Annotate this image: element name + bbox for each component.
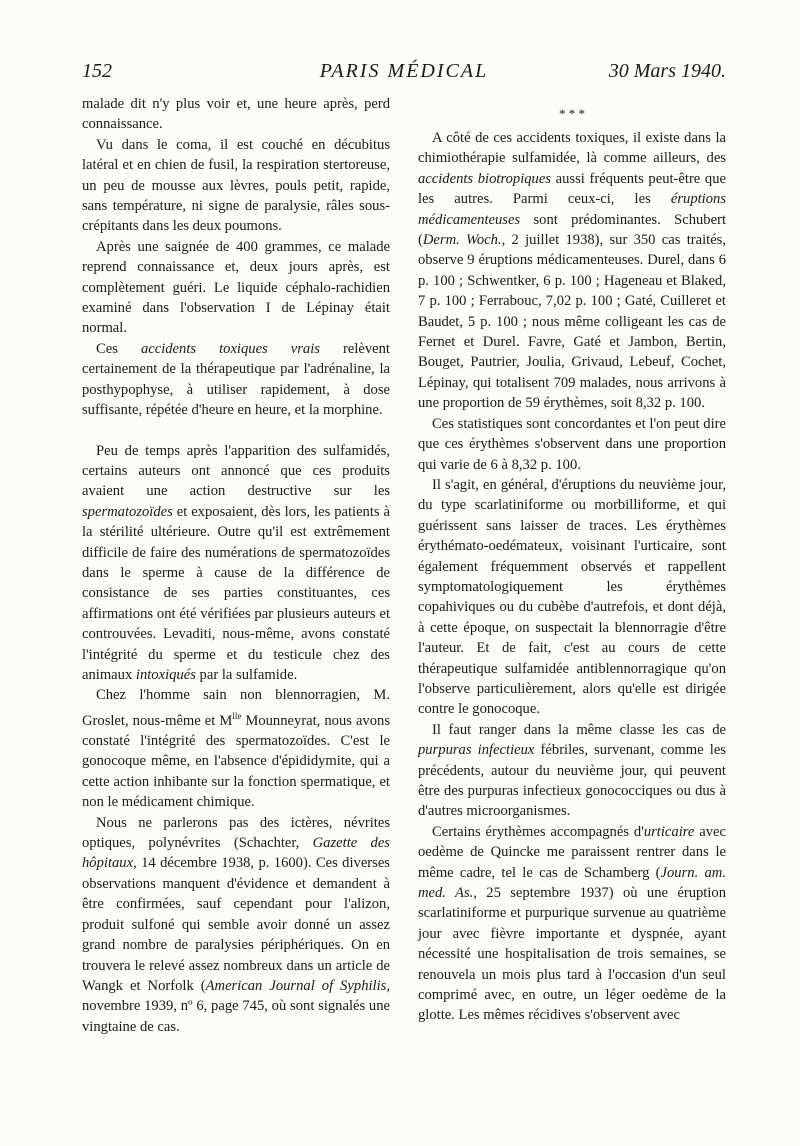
left-column — [82, 94, 390, 1037]
paragraph: malade dit n'y plus voir et, une heure après, perd connaissance. — [82, 96, 390, 133]
paragraph: Il s'agit, en général, d'éruptions du neuvième jour, du type scarlatiniforme ou morbilliforme, et qui guérissent sans laisser de traces. Les érythèmes érythémato-oedémateux, voisinant l'urticaire, sont également fréquemment observés et rappellent symptomatologiquement les érythèmes copahiviques ou du cubèbe d'autrefois, et dont déjà, à cette époque, on suspectait la blennorragie d'être l'auteur. Et de fait, c'est au cours de cette thérapeutique sulfamidée antiblennorragique qu'on l'observe particulièrement, alors qu'elle est dirigée contre le gonocoque. — [418, 476, 726, 718]
paragraph: Peu de temps après l'apparition des sulfamidés, certains auteurs ont annoncé que ces produits avaient une action destructive sur les spermatozoïdes et exposaient, dès lors, les patients à la stérilité ultérieure. Outre qu'il est extrêmement difficile de faire des numérations de spermatozoïdes dans le sperme à cause de la différence de consistance de ses parties constituantes, ces affirmations ont été vérifiées par plusieurs auteurs et controuvées. Levaditi, nous-même, avons constaté l'intégrité du sperme et du testicule chez des animaux intoxiqués par la sulfamide. — [82, 442, 390, 683]
paragraph: Nous ne parlerons pas des ictères, névrites optiques, polynévrites (Schachter, Gazette des hôpitaux, 14 décembre 1938, p. 1600). Ces diverses observations manquent d'évidence et demandent à être confirmées, sauf cependant pour l'alizon, produit sulfoné qui semble avoir donné un assez grand nombre de paralysies périphériques. On en trouvera le relevé assez nombreux dans un article de Wangk et Norfolk (American Journal of Syphilis, novembre 1939, nº 6, page 745, où sont signalés une vingtaine de cas. — [82, 814, 390, 1035]
paragraph: Ces statistiques sont concordantes et l'on peut dire que ces érythèmes s'observent dans une proportion qui varie de 6 à 8,32 p. 100. — [418, 415, 726, 473]
paragraph: Il faut ranger dans la même classe les cas de purpuras infectieux fébriles, survenant, comme les précédents, autour du neuvième jour, qui peuvent être des purpuras infectieux gonococciques ou dus à d'autres microorganismes. — [418, 721, 726, 820]
right-column — [418, 94, 726, 1026]
issue-date: 30 Mars 1940. — [608, 60, 726, 82]
paragraph: Chez l'homme sain non blennorragien, M. Groslet, nous-même et $M^{lle}$ Mounneyrat, nous avons constaté l'intégrité des spermatozoïdes. C'est le gonocoque même, en l'absence d'épididymite, qui a cette action inhibante sur la fonction spermatique, et non le médicament chimique. — [82, 687, 391, 811]
journal-title: PARIS MÉDICAL — [319, 60, 489, 82]
paragraph: Vu dans le coma, il est couché en décubitus latéral et en chien de fusil, la respiration stertoreuse, un peu de mousse aux lèvres, pouls petit, rapide, sans température, ni signe de paralysie, râles sous-crépitants dans les deux poumons. — [82, 136, 390, 235]
paragraph: Après une saignée de 400 grammes, ce malade reprend connaissance et, deux jours après, est complètement guéri. Le liquide céphalo-rachidien examiné dans l'observation I de Lépinay était normal. — [82, 238, 390, 337]
paragraph: A côté de ces accidents toxiques, il existe dans la chimiothérapie sulfamidée, là comme ailleurs, des accidents biotropiques aussi fréquents peut-être que les autres. Parmi ceux-ci, les éruptions médicamenteuses sont prédominantes. Schubert (Derm. Woch., 2 juillet 1938), sur 350 cas traités, observe 9 éruptions médicamenteuses. Durel, dans 6 p. 100 ; Schwentker, 6 p. 100 ; Hageneau et Blaked, 7 p. 100 ; Ferrabouc, 7,02 p. 100 ; Gaté, Cuilleret et Baudet, 5 p. 100 ; nous même colligeant les cas de Fernet et Durel. Favre, Gaté et Jambon, Bertin, Bouget, Pautrier, Joulia, Grivaud, Lebeuf, Cochet, Lépinay, qui totalisent 709 malades, nous arrivons à une proportion de 59 érythèmes, soit 8,32 p. 100. — [418, 130, 727, 412]
paragraph: Ces accidents toxiques vrais relèvent certainement de la thérapeutique par l'adrénaline, la posthypophyse, à utiliser rapidement, à dose suffisante, répétée d'heure en heure, et la morphine. — [82, 340, 390, 419]
running-header — [82, 60, 726, 86]
paragraph: Certains érythèmes accompagnés d'urticaire avec oedème de Quincke me paraissent rentrer dans le même cadre, tel le cas de Schamberg (Journ. am. med. As., 25 septembre 1937) où une éruption scarlatiniforme et purpurique survenue au quatrième jour avec fièvre importante et dyspnée, ayant nécessité une hospitalisation de trois semaines, se renouvela un mois plus tard à l'occasion d'un seul comprimé avec, en outre, un léger oedème de la glotte. Les mêmes récidives s'observent avec — [418, 823, 726, 1024]
section-separator: * * * — [559, 106, 585, 121]
page-number: 152 — [82, 60, 112, 82]
